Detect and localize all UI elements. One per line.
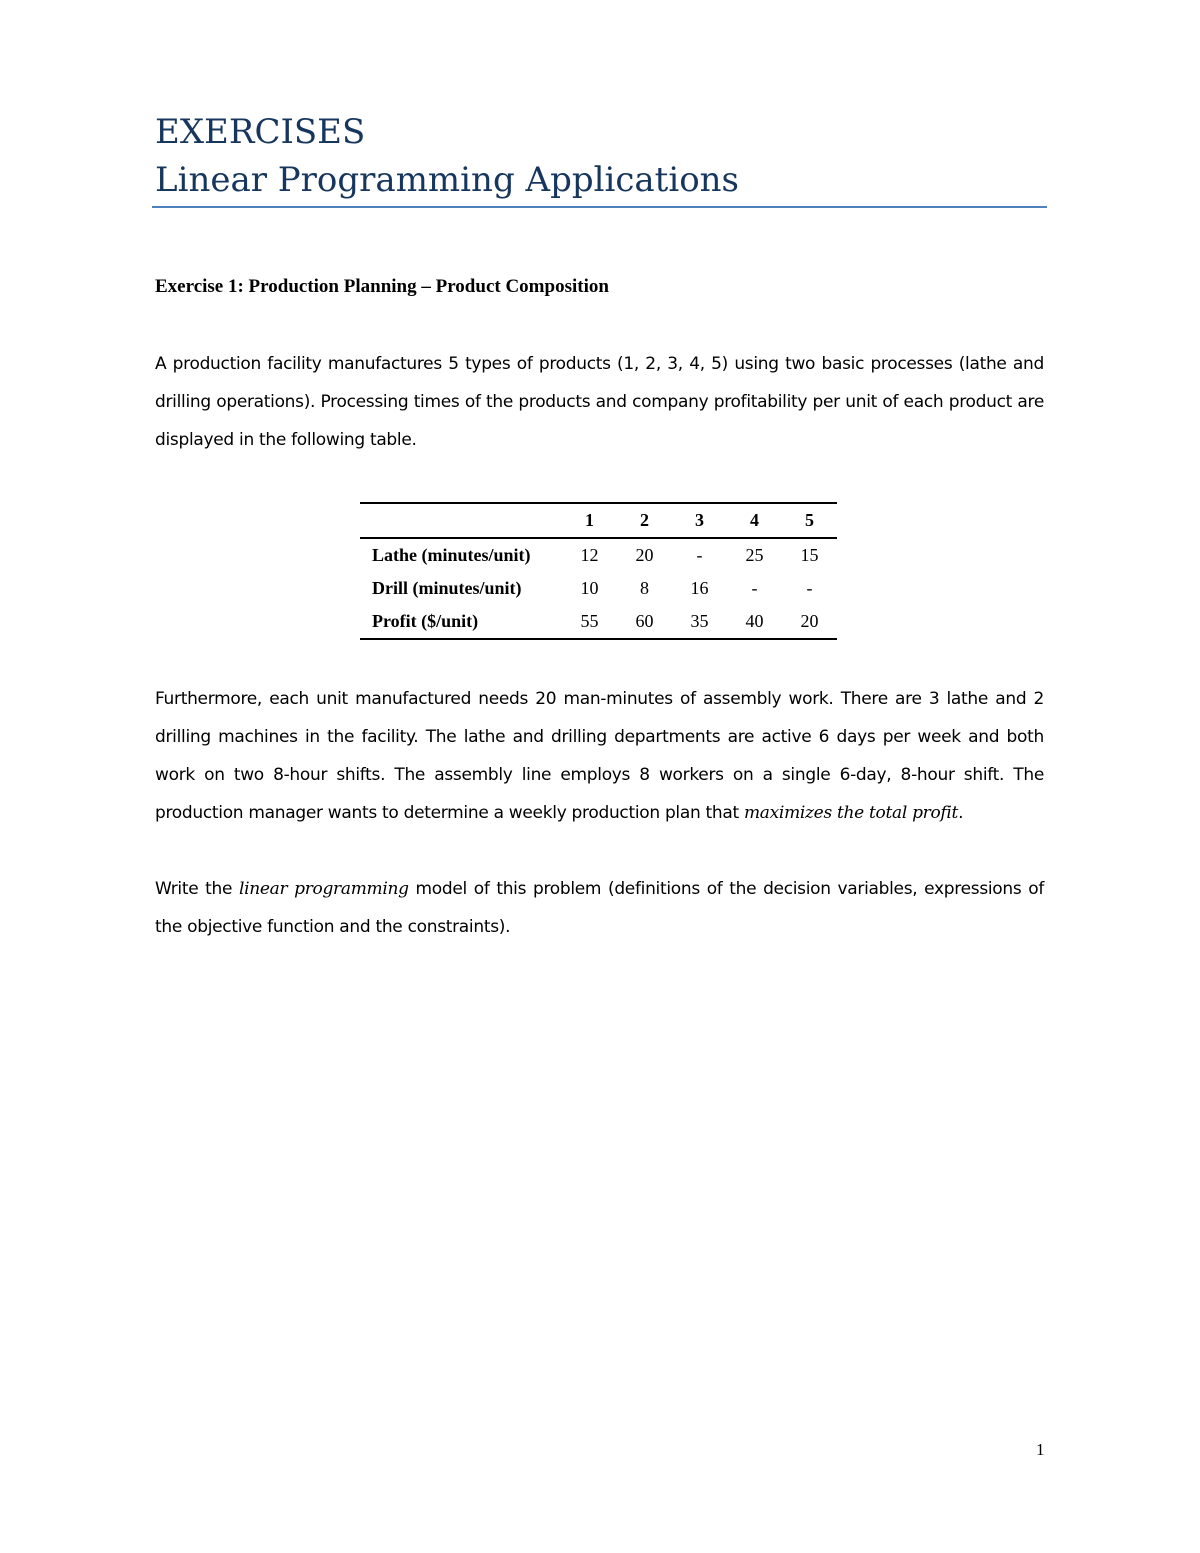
details-text-end: .: [958, 803, 964, 823]
table-cell: 55: [580, 611, 599, 631]
table-header-cell: 3: [695, 510, 704, 530]
table-cell: 40: [745, 611, 764, 631]
row-label-lathe: Lathe (minutes/unit): [372, 545, 531, 565]
table-row: [360, 605, 837, 639]
table-cell: 35: [690, 611, 709, 631]
table-header-row: [360, 503, 837, 538]
title-underline-rule: [152, 206, 1047, 208]
table-cell: -: [696, 545, 703, 565]
task-text-end: model of this problem (definitions of the decision variables, expressions of the objective function and the constraints).: [155, 879, 1045, 937]
table-header-cell: 4: [750, 510, 759, 530]
table-cell: 10: [580, 578, 599, 598]
table-header-cell: 2: [640, 510, 649, 530]
intro-paragraph: A production facility manufactures 5 types of products (1, 2, 3, 4, 5) using two basic processes (lathe and drilling operations). Processing times of the products and company profitability per unit of each product are displayed in the following table.: [155, 354, 1044, 450]
processing-times-table: [360, 502, 837, 640]
row-label-drill: Drill (minutes/unit): [372, 578, 522, 598]
title-line-exercises: EXERCISES: [155, 112, 366, 152]
task-paragraph: [155, 870, 1044, 946]
table-row: [360, 538, 837, 572]
exercise-heading: Exercise 1: Production Planning – Product Composition: [155, 276, 609, 297]
table-cell: 15: [800, 545, 819, 565]
page-number: 1: [1036, 1440, 1045, 1459]
details-text: Furthermore, each unit manufactured needs 20 man-minutes of assembly work. There are 3 lathe and 2 drilling machines in the facility. The lathe and drilling departments are active 6 days per week and both work on two 8-hour shifts. The assembly line employs 8 workers on a single 6-day, 8-hour shift. The production manager wants to determine a weekly production plan that: [155, 689, 1044, 823]
table-cell: 20: [800, 611, 819, 631]
table-cell: 16: [690, 578, 709, 598]
table-cell: 25: [745, 545, 764, 565]
table-cell: -: [751, 578, 758, 598]
table-header-cell: 1: [585, 510, 594, 530]
table-cell: -: [806, 578, 813, 598]
table-header-cell: 5: [805, 510, 814, 530]
document-title: [155, 108, 1047, 204]
task-text-start: Write the: [155, 879, 239, 899]
table-cell: 20: [635, 545, 654, 565]
task-emphasis: linear programming: [238, 879, 409, 899]
details-paragraph: [155, 680, 1044, 832]
table-cell: 8: [640, 578, 649, 598]
details-emphasis: maximizes the total profit: [743, 803, 959, 823]
table-cell: 60: [635, 611, 654, 631]
row-label-profit: Profit ($/unit): [372, 611, 479, 631]
title-line-subject: Linear Programming Applications: [155, 160, 740, 200]
table-cell: 12: [580, 545, 599, 565]
table-row: [360, 572, 837, 605]
table-header-cell: [360, 503, 562, 538]
